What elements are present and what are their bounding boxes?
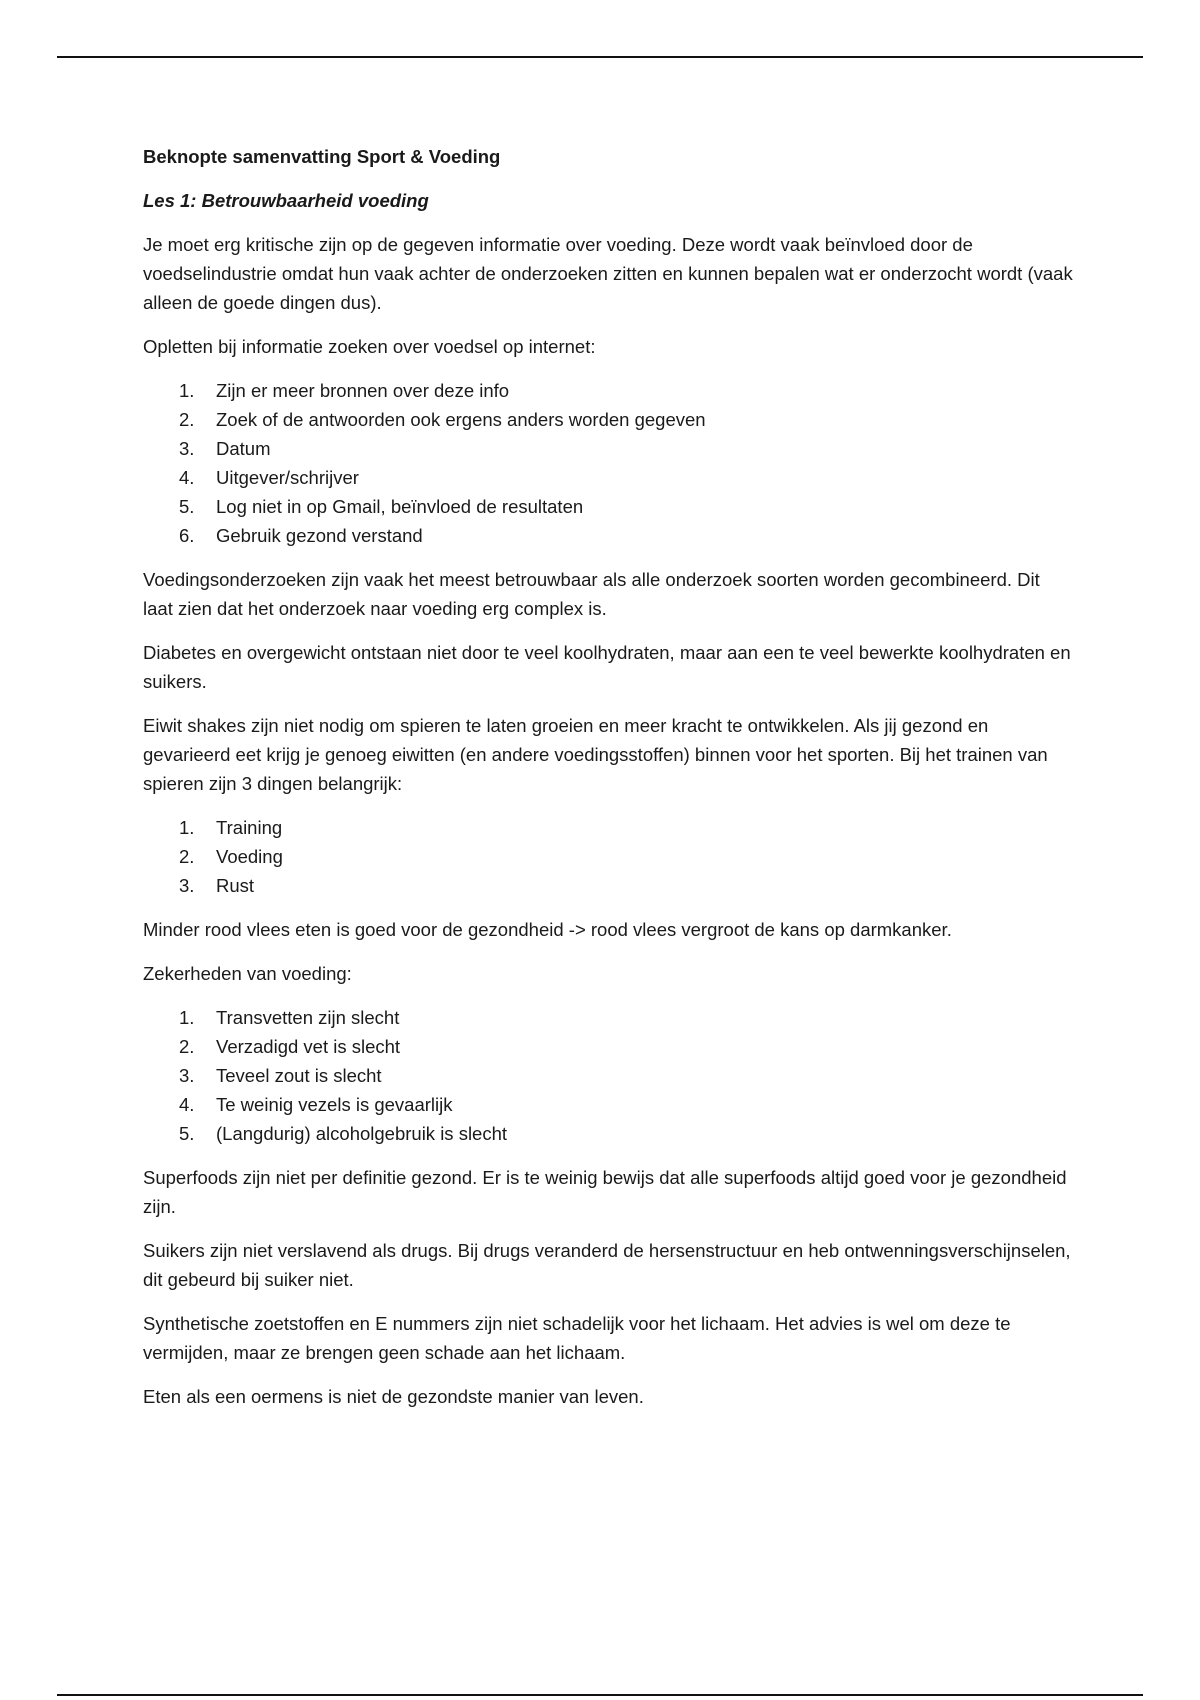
- document-body: [143, 142, 1073, 1426]
- list-item-number: 4.: [179, 467, 195, 488]
- paragraph-9: Suikers zijn niet verslavend als drugs. Bij drugs veranderd de hersenstructuur en heb ontwenningsverschijnselen, dit gebeurd bij suiker niet.: [143, 1240, 1071, 1290]
- paragraph-3: Voedingsonderzoeken zijn vaak het meest betrouwbaar als alle onderzoek soorten worden gecombineerd. Dit laat zien dat het onderzoek naar voeding erg complex is.: [143, 569, 1040, 619]
- list-item: [143, 842, 1073, 871]
- list-item-text: Datum: [216, 438, 271, 459]
- list-item-text: Teveel zout is slecht: [216, 1065, 382, 1086]
- list-item-number: 1.: [179, 380, 195, 401]
- document-subtitle: Les 1: Betrouwbaarheid voeding: [143, 190, 429, 211]
- list-item: [143, 521, 1073, 550]
- list-training-factors: [143, 813, 1073, 900]
- paragraph-4: Diabetes en overgewicht ontstaan niet door te veel koolhydraten, maar aan een te veel bewerkte koolhydraten en suikers.: [143, 642, 1071, 692]
- list-item-text: Training: [216, 817, 283, 838]
- list-item: [143, 434, 1073, 463]
- paragraph-8: Superfoods zijn niet per definitie gezond. Er is te weinig bewijs dat alle superfoods altijd goed voor je gezondheid zijn.: [143, 1167, 1067, 1217]
- paragraph-5: Eiwit shakes zijn niet nodig om spieren te laten groeien en meer kracht te ontwikkelen. Als jij gezond en gevarieerd eet krijg je genoeg eiwitten (en andere voedingsstoffen) binnen voor het sporten. Bij het trainen van spieren zijn 3 dingen belangrijk:: [143, 715, 1048, 794]
- list-item: [143, 1032, 1073, 1061]
- list-internet-tips: [143, 376, 1073, 550]
- list-item-number: 2.: [179, 409, 195, 430]
- list-item-number: 4.: [179, 1094, 195, 1115]
- list-item-number: 6.: [179, 525, 195, 546]
- paragraph-1: Je moet erg kritische zijn op de gegeven informatie over voeding. Deze wordt vaak beïnvloed door de voedselindustrie omdat hun vaak achter de onderzoeken zitten en kunnen bepalen wat er onderzocht wordt (vaak alleen de goede dingen dus).: [143, 234, 1073, 313]
- list-item-text: Zijn er meer bronnen over deze info: [216, 380, 510, 401]
- list-item-text: Voeding: [216, 846, 283, 867]
- list-item-number: 2.: [179, 1036, 195, 1057]
- paragraph-2: Opletten bij informatie zoeken over voedsel op internet:: [143, 336, 596, 357]
- footer-rule: [57, 1694, 1143, 1696]
- list-item-number: 2.: [179, 846, 195, 867]
- list-item-number: 1.: [179, 1007, 195, 1028]
- document-title: Beknopte samenvatting Sport & Voeding: [143, 146, 501, 167]
- list-item: [143, 405, 1073, 434]
- paragraph-7: Zekerheden van voeding:: [143, 963, 352, 984]
- list-item: [143, 1003, 1073, 1032]
- list-item-text: Verzadigd vet is slecht: [216, 1036, 401, 1057]
- list-item-number: 3.: [179, 438, 195, 459]
- list-item: [143, 1090, 1073, 1119]
- list-item-number: 3.: [179, 1065, 195, 1086]
- list-item-text: Uitgever/schrijver: [216, 467, 359, 488]
- list-item-text: Log niet in op Gmail, beïnvloed de resultaten: [216, 496, 584, 517]
- list-item: [143, 871, 1073, 900]
- list-item: [143, 376, 1073, 405]
- list-item-text: Rust: [216, 875, 255, 896]
- list-item: [143, 1119, 1073, 1148]
- list-item: [143, 463, 1073, 492]
- list-item-text: Transvetten zijn slecht: [216, 1007, 400, 1028]
- list-item-number: 5.: [179, 496, 195, 517]
- list-item-text: Te weinig vezels is gevaarlijk: [216, 1094, 453, 1115]
- list-item-text: Zoek of de antwoorden ook ergens anders worden gegeven: [216, 409, 706, 430]
- list-item-text: (Langdurig) alcoholgebruik is slecht: [216, 1123, 508, 1144]
- paragraph-10: Synthetische zoetstoffen en E nummers zijn niet schadelijk voor het lichaam. Het advies is wel om deze te vermijden, maar ze brengen geen schade aan het lichaam.: [143, 1313, 1011, 1363]
- list-item: [143, 492, 1073, 521]
- list-item: [143, 1061, 1073, 1090]
- paragraph-6: Minder rood vlees eten is goed voor de gezondheid -> rood vlees vergroot de kans op darmkanker.: [143, 919, 952, 940]
- list-food-certainties: [143, 1003, 1073, 1148]
- list-item: [143, 813, 1073, 842]
- list-item-number: 3.: [179, 875, 195, 896]
- paragraph-11: Eten als een oermens is niet de gezondste manier van leven.: [143, 1386, 644, 1407]
- list-item-number: 5.: [179, 1123, 195, 1144]
- list-item-text: Gebruik gezond verstand: [216, 525, 423, 546]
- header-rule: [57, 56, 1143, 58]
- list-item-number: 1.: [179, 817, 195, 838]
